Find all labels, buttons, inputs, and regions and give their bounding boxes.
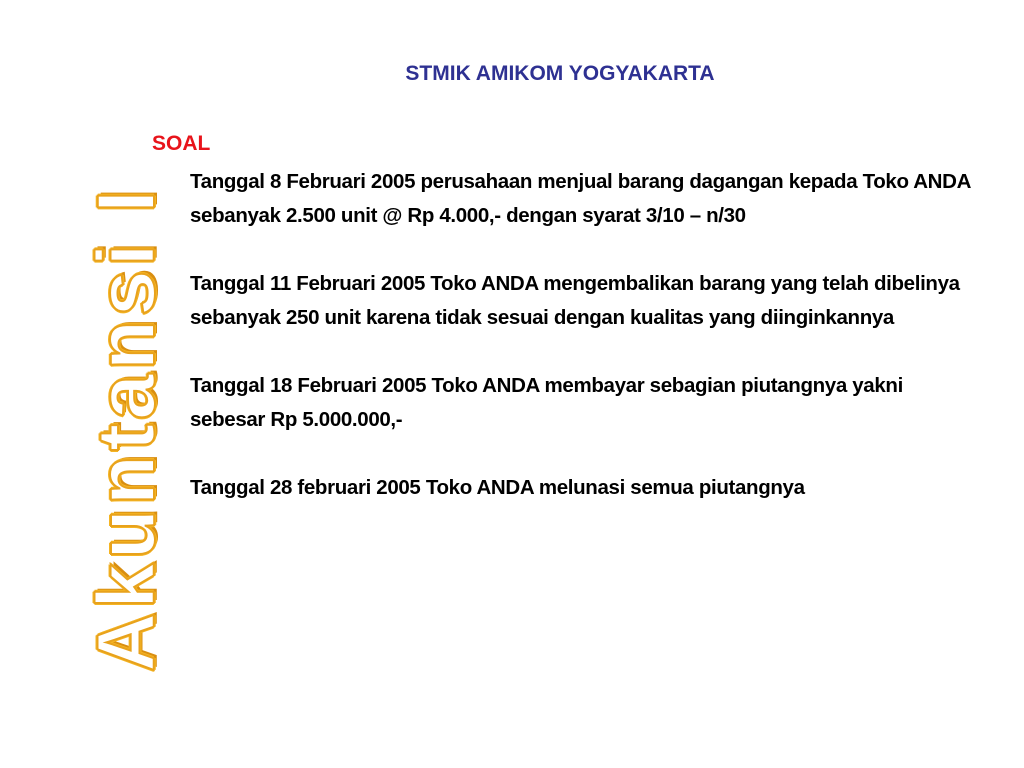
question-body xyxy=(190,165,980,539)
question-paragraph-1: Tanggal 8 Februari 2005 perusahaan menjual barang dagangan kepada Toko ANDA sebanyak 2.500 unit @ Rp 4.000,- dengan syarat 3/10 – n/30 xyxy=(190,170,971,227)
vertical-course-title: Akuntansi I xyxy=(81,186,172,672)
question-paragraph-2: Tanggal 11 Februari 2005 Toko ANDA mengembalikan barang yang telah dibelinya sebanyak 250 unit karena tidak sesuai dengan kualitas yang diinginkannya xyxy=(190,272,960,329)
question-paragraph-3: Tanggal 18 Februari 2005 Toko ANDA membayar sebagian piutangnya yakni sebesar Rp 5.000.000,- xyxy=(190,374,903,431)
institution-title: STMIK AMIKOM YOGYAKARTA xyxy=(405,62,715,85)
section-label: SOAL xyxy=(152,132,211,155)
question-paragraph-4: Tanggal 28 februari 2005 Toko ANDA melunasi semua piutangnya xyxy=(190,476,805,499)
